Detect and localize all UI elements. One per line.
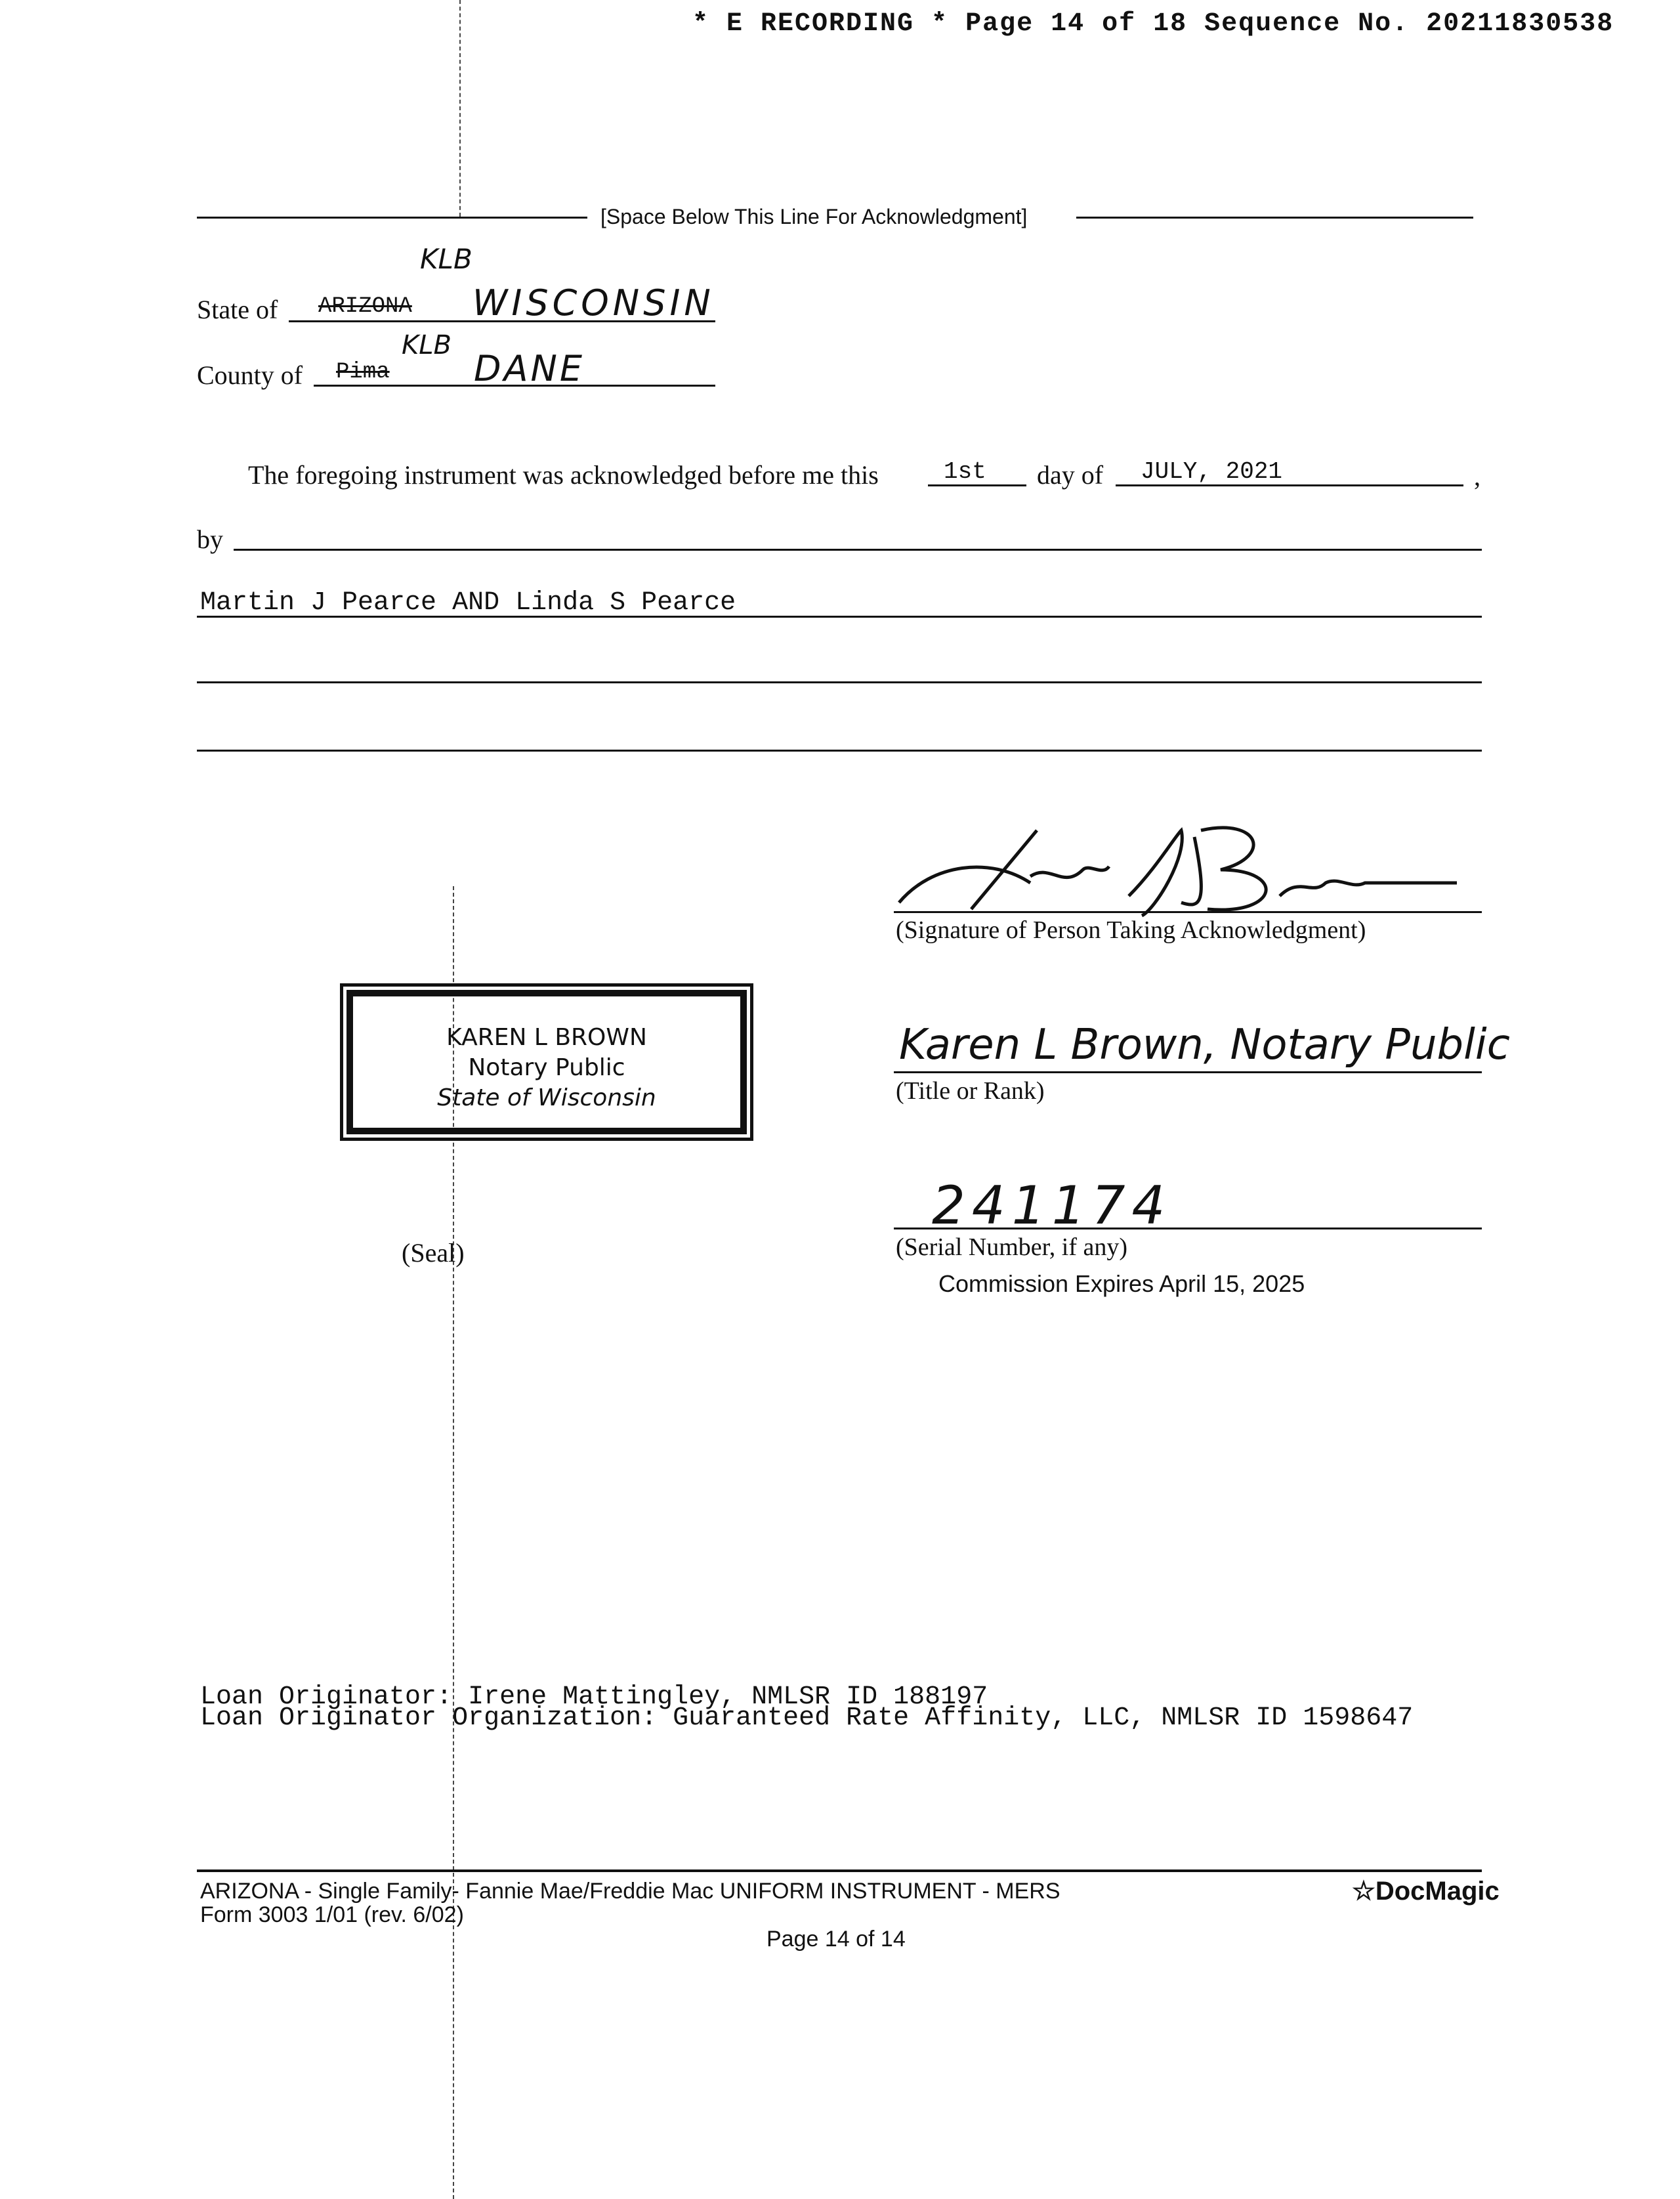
seal-label: (Seal) xyxy=(402,1238,465,1268)
fold-mark xyxy=(459,0,461,217)
county-initials: KLB xyxy=(402,330,452,360)
notary-signature xyxy=(892,817,1463,922)
footer-rule xyxy=(197,1869,1482,1872)
signature-caption: (Signature of Person Taking Acknowledgment) xyxy=(896,916,1366,944)
notary-stamp xyxy=(346,990,747,1134)
stamp-name: KAREN L BROWN xyxy=(446,1024,647,1051)
blank-line-1 xyxy=(197,681,1482,683)
form-description: ARIZONA - Single Family- Fannie Mae/Freddie Mac UNIFORM INSTRUMENT - MERS xyxy=(200,1879,1060,1904)
recording-header: * E RECORDING * Page 14 of 18 Sequence No. 20211830538 xyxy=(692,9,1614,39)
title-handwritten: Karen L Brown, Notary Public xyxy=(899,1021,1510,1069)
state-initials: KLB xyxy=(420,243,472,275)
divider-right xyxy=(1076,217,1473,219)
serial-handwritten: 241174 xyxy=(932,1175,1172,1236)
divider-left xyxy=(197,217,587,219)
loan-originator: Loan Originator: Irene Mattingley, NMLSR ID 188197 xyxy=(200,1682,988,1712)
commission-expiration: Commission Expires April 15, 2025 xyxy=(938,1270,1305,1297)
serial-underline xyxy=(894,1228,1482,1229)
stamp-title: Notary Public xyxy=(468,1054,625,1081)
county-label: County of xyxy=(197,360,303,390)
county-struck-value: Pima xyxy=(336,360,390,385)
by-label: by xyxy=(197,524,223,554)
title-underline xyxy=(894,1071,1482,1073)
day-of-label: day of xyxy=(1037,460,1104,490)
county-handwritten-value: DANE xyxy=(474,348,585,389)
sentence-comma: , xyxy=(1474,461,1480,491)
by-underline xyxy=(234,549,1482,551)
loan-originator-organization: Loan Originator Organization: Guaranteed Rate Affinity, LLC, NMLSR ID 1598647 xyxy=(200,1703,1414,1733)
star-icon: ☆ xyxy=(1352,1877,1376,1906)
day-value: 1st xyxy=(944,458,986,485)
month-year-value: JULY, 2021 xyxy=(1141,458,1283,485)
state-handwritten-value: WISCONSIN xyxy=(472,282,715,324)
acknowledgment-divider-label: [Space Below This Line For Acknowledgment] xyxy=(600,205,1028,228)
state-struck-value: ARIZONA xyxy=(318,294,412,319)
signers-underline xyxy=(197,616,1482,618)
acknowledgment-sentence: The foregoing instrument was acknowledged before me this xyxy=(248,460,879,490)
title-caption: (Title or Rank) xyxy=(896,1077,1045,1105)
form-number: Form 3003 1/01 (rev. 6/02) xyxy=(200,1902,464,1927)
page-number: Page 14 of 14 xyxy=(766,1927,906,1952)
docmagic-brand: DocMagic xyxy=(1375,1877,1500,1906)
stamp-state: State of Wisconsin xyxy=(437,1084,656,1111)
serial-caption: (Serial Number, if any) xyxy=(896,1233,1128,1261)
signature-underline xyxy=(894,911,1482,913)
signers-value: Martin J Pearce AND Linda S Pearce xyxy=(200,588,736,618)
state-label: State of xyxy=(197,295,278,324)
blank-line-2 xyxy=(197,750,1482,752)
docmagic-logo xyxy=(1352,1876,1500,1906)
